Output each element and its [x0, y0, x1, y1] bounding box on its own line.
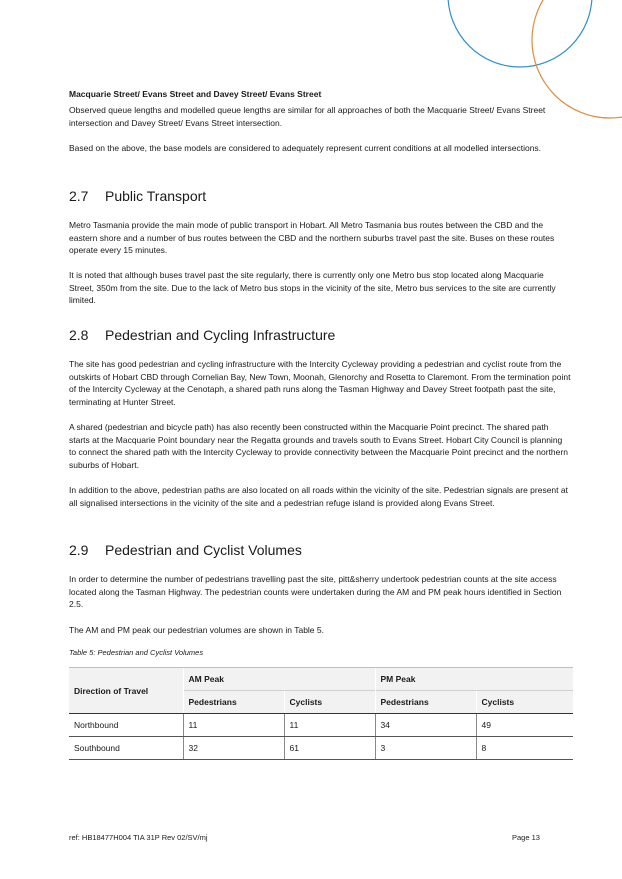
section-number: 2.8	[69, 327, 89, 343]
page-number: Page 13	[512, 833, 540, 842]
pm-cyclists-header: Cyclists	[476, 691, 573, 714]
paragraph: Observed queue lengths and modelled queue lengths are similar for all approaches of both the Macquarie Street/ Evans Street intersection and Davey Street/ Evans Street intersection.	[69, 105, 546, 128]
paragraph: In order to determine the number of pedestrians travelling past the site, pitt&sherry undertook pedestrian counts at the site access located along the Tasman Highway. The pedestrian counts were undertaken during the AM and PM peak hours identified in Section 2.5.	[69, 574, 562, 609]
section-title: Public Transport	[105, 188, 207, 204]
pm-pedestrians-cell: 34	[375, 714, 476, 737]
section-title: Pedestrian and Cyclist Volumes	[105, 542, 302, 558]
pm-peak-header: PM Peak	[375, 668, 573, 691]
am-peak-header: AM Peak	[183, 668, 375, 691]
section-subheading: Macquarie Street/ Evans Street and Davey Street/ Evans Street	[69, 89, 322, 99]
section-heading-2-9	[69, 542, 302, 558]
section-number: 2.9	[69, 542, 89, 558]
am-pedestrians-cell: 32	[183, 737, 284, 760]
pm-pedestrians-cell: 3	[375, 737, 476, 760]
pedestrian-cyclist-table	[69, 667, 573, 760]
paragraph: The AM and PM peak our pedestrian volumes are shown in Table 5.	[69, 625, 324, 635]
section-heading-2-7	[69, 188, 206, 204]
am-pedestrians-header: Pedestrians	[183, 691, 284, 714]
orange-arc	[532, 0, 622, 118]
section-number: 2.7	[69, 188, 89, 204]
direction-cell: Northbound	[69, 714, 183, 737]
table-row	[69, 737, 573, 760]
pm-cyclists-cell: 49	[476, 714, 573, 737]
section-title: Pedestrian and Cycling Infrastructure	[105, 327, 336, 343]
paragraph: In addition to the above, pedestrian paths are also located on all roads within the vicinity of the site. Pedestrian signals are present at all signalised intersections in the vicinity of the site and a pedestrian refuge island is provided along Evans Street.	[69, 485, 568, 508]
direction-cell: Southbound	[69, 737, 183, 760]
section-heading-2-8	[69, 327, 335, 343]
paragraph: The site has good pedestrian and cycling infrastructure with the Intercity Cycleway providing a pedestrian and cyclist route from the outskirts of Hobart CBD through Cornelian Bay, New Town, Moonah, Glenorchy and Rosetta to Claremont. From the termination point of the Intercity Cycleway at the Cenotaph, a shared path runs along the Tasman Highway and Davey Street footpath past the site, terminating at Hunter Street.	[69, 359, 571, 407]
paragraph: Metro Tasmania provide the main mode of public transport in Hobart. All Metro Tasmania bus routes between the CBD and the eastern shore and a number of bus routes between the CBD and the northern suburbs travel past the site. Buses on these routes operate every 15 minutes.	[69, 220, 555, 255]
table-header-row	[69, 668, 573, 691]
am-cyclists-header: Cyclists	[284, 691, 375, 714]
table-row	[69, 714, 573, 737]
pm-pedestrians-header: Pedestrians	[375, 691, 476, 714]
paragraph: Based on the above, the base models are considered to adequately represent current conditions at all modelled intersections.	[69, 143, 542, 153]
footer-reference: ref: HB18477H004 TIA 31P Rev 02/SV/mj	[69, 833, 208, 842]
direction-header: Direction of Travel	[69, 668, 183, 714]
paragraph: It is noted that although buses travel past the site regularly, there is currently only one Metro bus stop located along Macquarie Street, 350m from the site. Due to the lack of Metro bus stops in the vicinity of the site, Metro bus services to the site are currently limited.	[69, 270, 556, 305]
blue-arc	[448, 0, 592, 67]
table-caption: Table 5: Pedestrian and Cyclist Volumes	[69, 648, 204, 657]
am-cyclists-cell: 61	[284, 737, 375, 760]
am-cyclists-cell: 11	[284, 714, 375, 737]
am-pedestrians-cell: 11	[183, 714, 284, 737]
pm-cyclists-cell: 8	[476, 737, 573, 760]
decorative-arcs	[0, 0, 622, 120]
paragraph: A shared (pedestrian and bicycle path) has also recently been constructed within the Macquarie Point precinct. The shared path starts at the Macquarie Point boundary near the Regatta grounds and travels south to Evans Street. Hobart City Council is planning to connect the shared path with the Intercity Cycleway to provide connectivity between the Macquarie Point precinct and the northern suburbs of Hobart.	[69, 422, 568, 470]
